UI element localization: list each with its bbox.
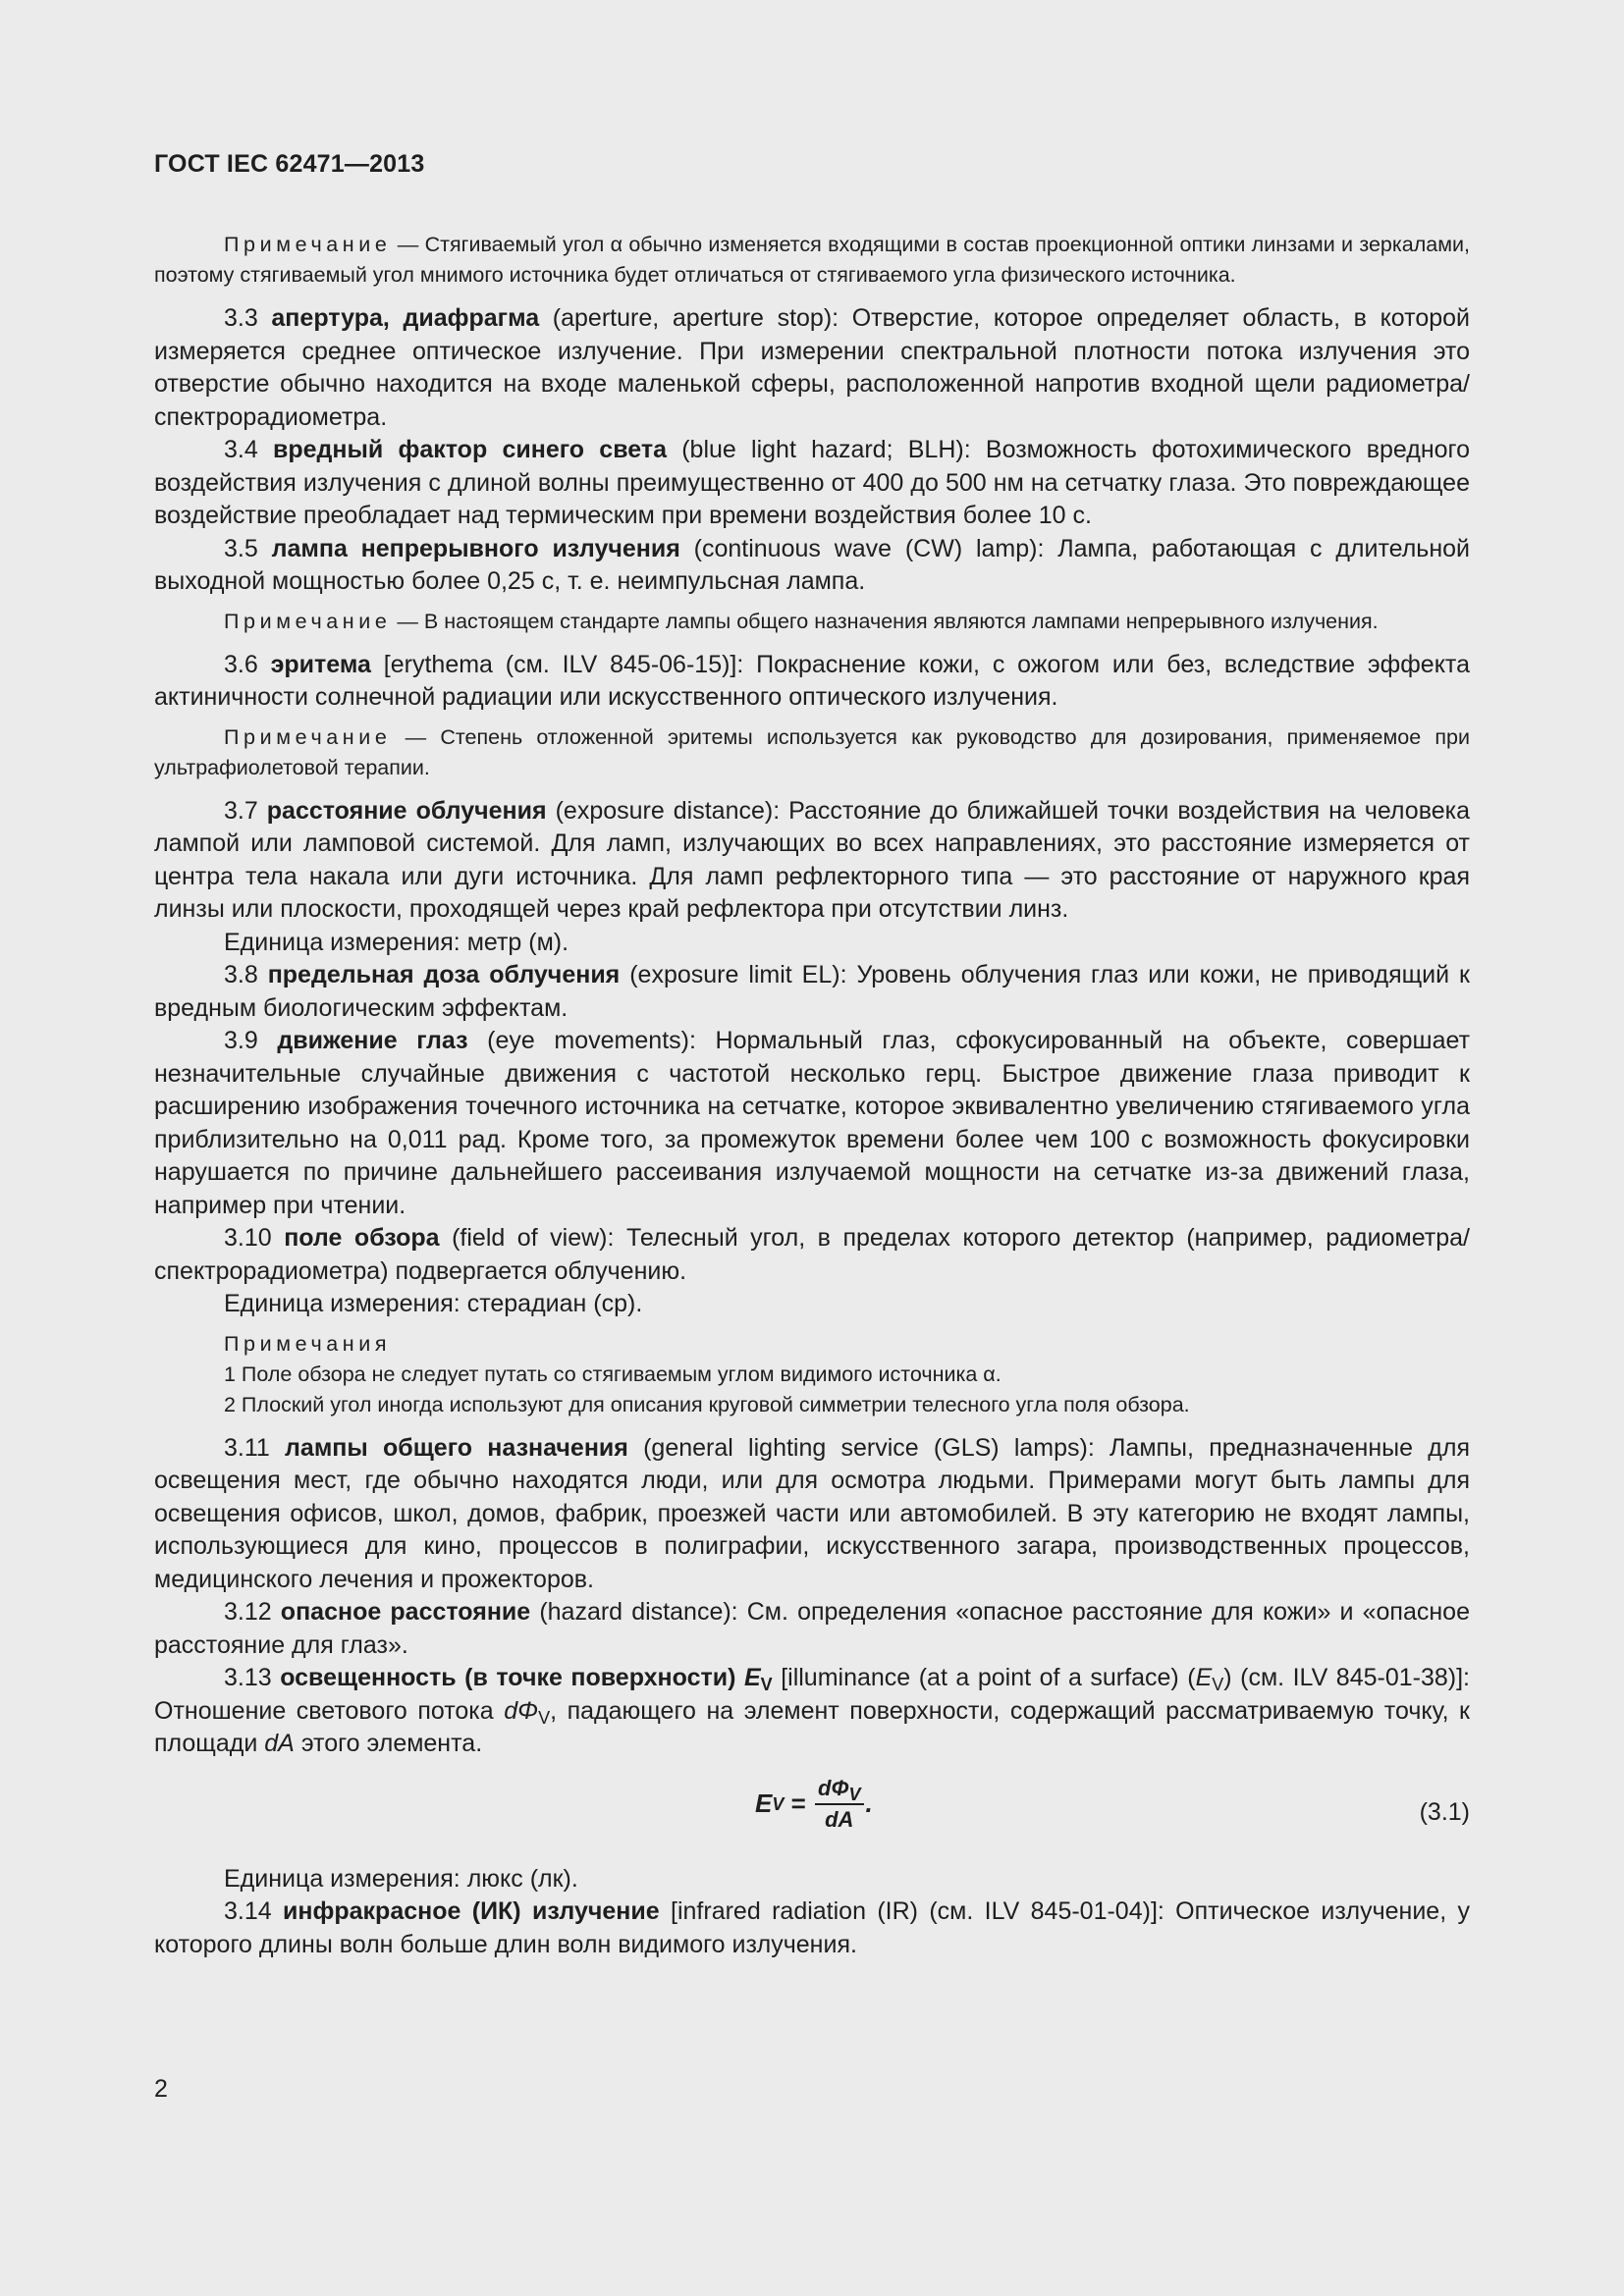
formula-numerator-subscript: V xyxy=(848,1784,861,1804)
term-definition: этого элемента. xyxy=(294,1730,483,1757)
term-entry xyxy=(154,1596,1470,1662)
term-definition: [infrared radiation (IR) (см. ILV 845-01-04)]: Оптическое излучение, у которого длины волн больше длин волн видимого излучения. xyxy=(154,1897,1471,1958)
term-number: 3.14 xyxy=(224,1897,284,1925)
symbol: dA xyxy=(264,1730,295,1757)
term-entry xyxy=(154,533,1470,599)
term-number: 3.4 xyxy=(224,436,273,463)
term-entry xyxy=(154,649,1470,715)
unit-line: Единица измерения: стерадиан (ср). xyxy=(224,1290,643,1317)
unit-line: Единица измерения: люкс (лк). xyxy=(224,1864,578,1893)
term-name: апертура, диафрагма xyxy=(271,304,540,332)
note-text: — Стягиваемый угол α обычно изменяется входящими в состав проекционной оптики линзами и зеркалами, поэтому стягиваемый угол мнимого источника будет отличаться от стягиваемого угла физического источника. xyxy=(154,233,1470,287)
notes-item: 1 Поле обзора не следует путать со стягиваемым углом видимого источника α. xyxy=(224,1362,1001,1386)
symbol: E xyxy=(1195,1664,1213,1691)
term-definition: (exposure limit EL): Уровень облучения глаз или кожи, не приводящий к вредным биологическим эффектам. xyxy=(154,961,1470,1022)
formula-period: . xyxy=(865,1788,873,1818)
notes-item: 2 Плоский угол иногда используют для описания круговой симметрии телесного угла поля обзора. xyxy=(224,1392,1190,1416)
term-definition: [erythema (см. ILV 845-06-15)]: Покраснение кожи, с ожогом или без, вследствие эффекта актиничности солнечной радиации или искусственного оптического излучения. xyxy=(154,650,1470,711)
term-definition: (general lighting service (GLS) lamps): Лампы, предназначенные для освещения мест, где обычно находятся люди, или для осмотра людьми. Примерами могут быть лампы для освещения офисов, школ, домов, фабрик, проезжей части или автомобилей. В эту категорию не входят лампы, использующиеся для кино, процессов в полиграфии, искусственного загара, производственных процессов, медицинского лечения и прожекторов. xyxy=(154,1433,1470,1593)
note-text: — Степень отложенной эритемы используется как руководство для дозирования, применяемое при ультрафиолетовой терапии. xyxy=(154,724,1470,779)
term-definition: (continuous wave (CW) lamp): Лампа, работающая с длительной выходной мощностью более 0,25 с, т. е. неимпульсная лампа. xyxy=(154,534,1470,595)
note-label: Примечание xyxy=(224,609,392,633)
notes-list xyxy=(154,1329,1470,1420)
symbol-subscript: V xyxy=(1212,1675,1224,1694)
term-entry xyxy=(154,1432,1470,1597)
term-number: 3.13 xyxy=(224,1664,281,1691)
term-name: инфракрасное (ИК) излучение xyxy=(283,1897,660,1925)
term-name: движение глаз xyxy=(277,1027,468,1054)
term-number: 3.8 xyxy=(224,961,268,988)
term-definition: (field of view): Телесный угол, в пределах которого детектор (например, радиометра/спектрорадиометра) подвергается облучению. xyxy=(154,1224,1470,1285)
term-number: 3.12 xyxy=(224,1598,281,1626)
term-name: поле обзора xyxy=(284,1224,440,1252)
page-number: 2 xyxy=(154,2075,168,2103)
term-entry xyxy=(154,302,1470,434)
formula-denominator: dA xyxy=(825,1806,854,1832)
document-header: ГОСТ IEC 62471—2013 xyxy=(154,150,425,178)
formula-fraction xyxy=(815,1775,864,1834)
term-name xyxy=(280,1664,773,1694)
term-name: предельная доза облучения xyxy=(267,961,621,988)
term-symbol-subscript: V xyxy=(760,1675,773,1694)
note-label: Примечание xyxy=(224,724,392,749)
term-name: лампы общего назначения xyxy=(285,1433,628,1462)
term-name: эритема xyxy=(270,650,371,678)
term-entry xyxy=(154,1896,1470,1961)
notes-label: Примечания xyxy=(224,1331,392,1356)
term-entry xyxy=(154,434,1470,533)
term-entry xyxy=(154,1222,1470,1288)
note-text: — В настоящем стандарте лампы общего назначения являются лампами непрерывного излучения. xyxy=(391,609,1379,633)
term-number: 3.5 xyxy=(224,534,272,562)
term-definition: (hazard distance): См. определения «опасное расстояние для кожи» и «опасное расстояние для глаз». xyxy=(154,1598,1470,1659)
term-symbol: E xyxy=(743,1664,761,1691)
term-number: 3.3 xyxy=(224,304,272,332)
term-entry xyxy=(154,959,1470,1025)
note xyxy=(154,230,1470,291)
term-name: опасное расстояние xyxy=(280,1598,531,1626)
note xyxy=(154,722,1470,783)
equation-number: (3.1) xyxy=(1419,1797,1470,1826)
term-entry xyxy=(154,795,1470,927)
term-definition: (aperture, aperture stop): Отверстие, которое определяет область, в которой измеряется среднее оптическое излучение. При измерении спектральной плотности потока излучения это отверстие обычно находится на входе маленькой сферы, расположенной напротив входной щели радиометра/спектрорадиометра. xyxy=(154,304,1471,431)
term-name: расстояние облучения xyxy=(266,796,547,825)
term-number: 3.6 xyxy=(224,650,271,678)
note-label: Примечание xyxy=(224,233,392,256)
note xyxy=(154,607,1470,637)
unit-line: Единица измерения: метр (м). xyxy=(224,928,569,956)
term-entry xyxy=(154,1025,1470,1222)
term-definition: ) (см. ILV 845-01-38)]: Отношение светового потока xyxy=(154,1664,1470,1725)
formula: E V = $\frac{d\Phi_V}{dA}$ . xyxy=(755,1775,873,1832)
formula-row xyxy=(154,1767,1470,1863)
term-number: 3.9 xyxy=(224,1027,278,1054)
term-definition: (eye movements): Нормальный глаз, сфокусированный на объекте, совершает незначительные случайные движения с частотой несколько герц. Быстрое движение глаза приводит к расширению изображения точечного источника на сетчатке, которое эквивалентно увеличению стягиваемого угла приблизительно на 0,011 рад. Кроме того, за промежуток времени более чем 100 с возможность фокусировки нарушается по причине дальнейшего рассеивания излучаемой мощности на сетчатке из-за движений глаза, например при чтении. xyxy=(154,1027,1471,1219)
symbol: dΦ xyxy=(504,1696,539,1725)
term-name: вредный фактор синего света xyxy=(273,436,667,463)
formula-numerator-text: dΦ xyxy=(818,1775,849,1800)
term-number: 3.11 xyxy=(224,1433,286,1462)
document-body xyxy=(154,222,1470,1961)
term-name: лампа непрерывного излучения xyxy=(271,534,680,562)
formula-lhs: E xyxy=(755,1788,773,1818)
formula-numerator xyxy=(815,1775,864,1805)
term-entry xyxy=(154,1662,1470,1761)
formula-equals: = xyxy=(784,1788,813,1818)
term-number: 3.7 xyxy=(224,796,267,825)
symbol-subscript: V xyxy=(538,1707,551,1728)
term-definition: [illuminance (at a point of a surface) ( xyxy=(772,1664,1196,1691)
term-definition: (exposure distance): Расстояние до ближайшей точки воздействия на человека лампой или ламповой системой. Для ламп, излучающих во всех направлениях, это расстояние измеряется от центра тела накала или дуги источника. Для ламп рефлекторного типа — это расстояние от наружного края линзы или плоскости, проходящей через край рефлектора при отсутствии линз. xyxy=(154,796,1471,923)
term-definition: (blue light hazard; BLH): Возможность фотохимического вредного воздействия излучения с длиной волны преимущественно от 400 до 500 нм на сетчатку глаза. Это повреждающее воздействие преобладает над термическим при времени воздействия более 10 с. xyxy=(154,436,1471,529)
term-number: 3.10 xyxy=(224,1224,285,1252)
term-definition: , падающего на элемент поверхности, содержащий рассматриваемую точку, к площади xyxy=(154,1696,1470,1757)
term-name-text: освещенность (в точке поверхности) xyxy=(280,1664,744,1691)
